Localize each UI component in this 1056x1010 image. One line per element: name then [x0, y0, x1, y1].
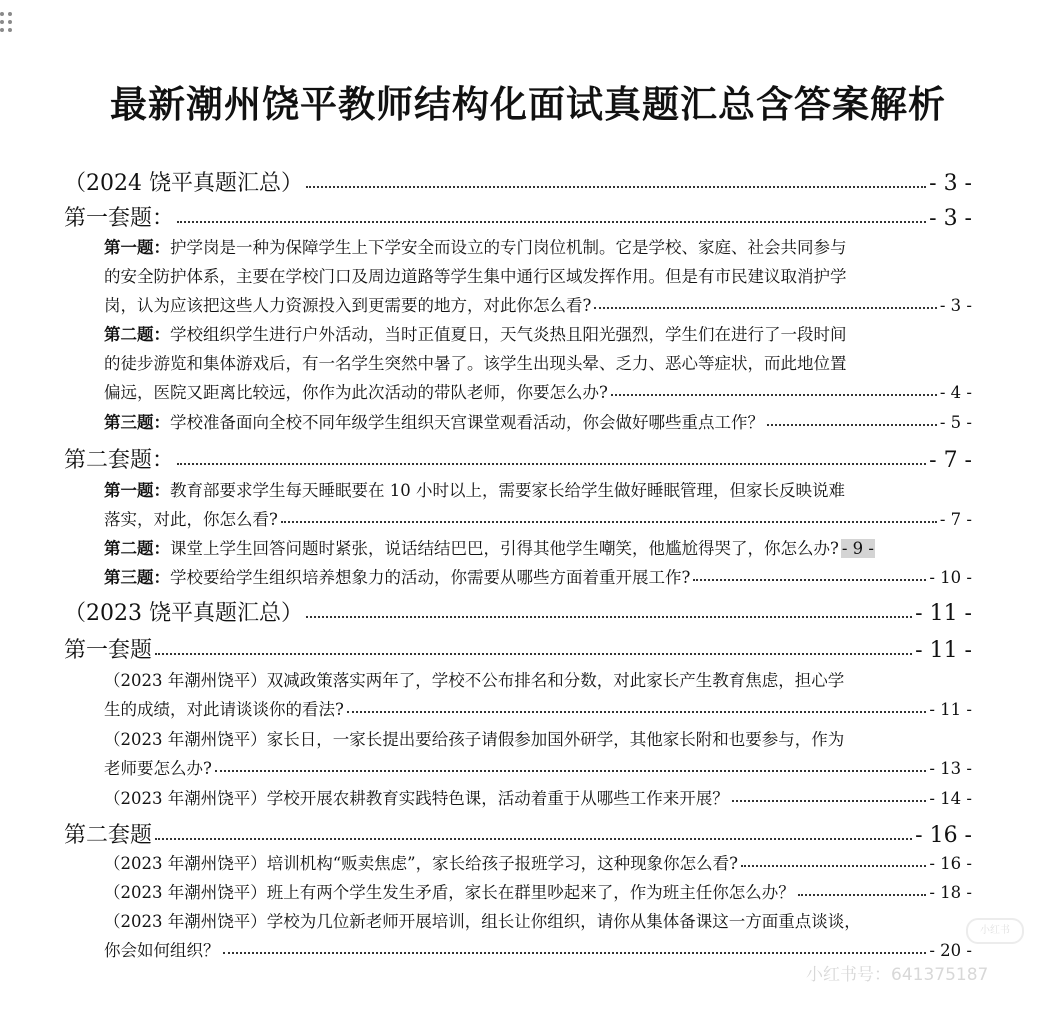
toc-entry-2023-set2-q3[interactable]: （2023 年潮州饶平）学校为几位新老师开展培训，组长让你组织，请你从集体备课这一方面重点谈谈，: [104, 912, 861, 931]
watermark-text: 小红书号：641375187: [806, 965, 989, 985]
document-title: 最新潮州饶平教师结构化面试真题汇总含答案解析: [110, 82, 946, 126]
question-label: 第三题：: [104, 413, 170, 432]
dot-leader: [306, 166, 926, 188]
toc-page-number: - 3 -: [939, 296, 972, 315]
toc-entry-text: 岗，认为应该把这些人力资源投入到更需要的地方，对此你怎么看?: [104, 296, 592, 315]
question-label: 第一题：: [104, 481, 170, 500]
toc-page-number: - 3 -: [929, 206, 972, 231]
dot-leader: [798, 879, 927, 896]
toc-entry-text: 生的成绩，对此请谈谈你的看法?: [104, 700, 344, 719]
toc-page-number: - 16 -: [929, 854, 972, 873]
toc-entry-text: 的徒步游览和集体游戏后，有一名学生突然中暑了。该学生出现头晕、乏力、恶心等症状，而此地位置: [104, 354, 847, 373]
toc-entry-2023-set1-q1-end[interactable]: [104, 696, 972, 720]
toc-entry-2023-set2-q2[interactable]: [104, 879, 972, 903]
toc-page-number: - 4 -: [939, 383, 972, 402]
toc-entry-text: （2023 饶平真题汇总）: [64, 601, 303, 626]
toc-page-number: - 3 -: [929, 171, 972, 196]
toc-page-number: - 20 -: [929, 941, 972, 960]
toc-entry-2024-set2[interactable]: [64, 443, 972, 474]
toc-page-number: - 11 -: [915, 638, 972, 663]
dot-leader: [741, 850, 926, 867]
toc-entry-2024-set1-q2-end[interactable]: [104, 379, 972, 403]
dot-leader: [155, 818, 912, 840]
dot-leader: [155, 633, 912, 655]
toc-entry-2023-set1-q3[interactable]: [104, 785, 972, 809]
toc-entry-text: 偏远，医院又距离比较远，你作为此次活动的带队老师，你要怎么办?: [104, 383, 608, 402]
dot-leader: [594, 292, 937, 309]
dot-leader: [347, 696, 927, 713]
toc-entry-text: （2024 饶平真题汇总）: [64, 171, 303, 196]
dot-leader: [611, 379, 937, 396]
toc-entry-2023-set1-q1[interactable]: （2023 年潮州饶平）双减政策落实两年了，学校不公布排名和分数，对此家长产生教育焦虑，担心学: [104, 671, 845, 690]
dot-leader: [215, 755, 927, 772]
toc-entry-text: 课堂上学生回答问题时紧张，说话结结巴巴，引得其他学生嘲笑，他尴尬得哭了，你怎么办?: [170, 539, 839, 558]
toc-entry-2023-set2[interactable]: [64, 818, 972, 849]
dot-leader: [223, 937, 927, 954]
toc-entry-text: 护学岗是一种为保障学生上下学安全而设立的专门岗位机制。它是学校、家庭、社会共同参与: [170, 238, 847, 257]
toc-page-number: - 18 -: [929, 883, 972, 902]
drag-handle-icon[interactable]: [0, 12, 14, 36]
toc-page-number: - 7 -: [929, 448, 972, 473]
question-label: 第二题：: [104, 539, 170, 558]
toc-entry-text: 学校组织学生进行户外活动，当时正值夏日，天气炎热且阳光强烈，学生们在进行了一段时间: [170, 325, 847, 344]
toc-entry-text: 教育部要求学生每天睡眠要在 10 小时以上，需要家长给学生做好睡眠管理，但家长反映说难: [170, 481, 845, 500]
toc-entry-text: 学校要给学生组织培养想象力的活动，你需要从哪些方面着重开展工作?: [170, 568, 691, 587]
watermark-logo: 小红书: [966, 918, 1024, 944]
toc-page-number: - 16 -: [915, 823, 972, 848]
toc-entry-text: （2023 年潮州饶平）班上有两个学生发生矛盾，家长在群里吵起来了，作为班主任你怎么办？: [104, 883, 795, 902]
toc-entry-2024-set1-q1-end[interactable]: [104, 292, 972, 316]
toc-entry-text: 落实，对此，你怎么看?: [104, 510, 278, 529]
question-label: 第三题：: [104, 568, 170, 587]
toc-entry-2023-set2-q3-end[interactable]: [104, 937, 972, 961]
toc-entry-text: （2023 年潮州饶平）培训机构“贩卖焦虑”，家长给孩子报班学习，这种现象你怎么看?: [104, 854, 738, 873]
dot-leader: [306, 596, 912, 618]
toc-entry-2024-set1[interactable]: [64, 201, 972, 232]
toc-entry-text: 学校准备面向全校不同年级学生组织天宫课堂观看活动，你会做好哪些重点工作？: [170, 413, 764, 432]
toc-entry-2023-section[interactable]: [64, 596, 972, 627]
toc-entry-2023-set2-q1[interactable]: [104, 850, 972, 874]
dot-leader: [177, 443, 926, 465]
dot-leader: [693, 564, 926, 581]
toc-entry-text: 老师要怎么办?: [104, 759, 212, 778]
toc-page-number: - 9 -: [841, 539, 874, 558]
toc-page-number: - 7 -: [939, 510, 972, 529]
toc-entry-2023-set1[interactable]: [64, 633, 972, 664]
question-label: 第一题：: [104, 238, 170, 257]
toc-page-number: - 11 -: [929, 700, 972, 719]
toc-page-number: - 14 -: [929, 789, 972, 808]
toc-page-number: - 5 -: [939, 413, 972, 432]
toc-entry-text: 你会如何组织？: [104, 941, 220, 960]
toc-entry-2024-set2-q1[interactable]: [104, 477, 845, 501]
toc-entry-2024-set1-q1[interactable]: [104, 234, 847, 258]
toc-entry-text: （2023 年潮州饶平）学校开展农耕教育实践特色课，活动着重于从哪些工作来开展？: [104, 789, 729, 808]
toc-entry-2024-set2-q3[interactable]: [104, 564, 972, 588]
toc-entry-text: 第二套题: [64, 823, 153, 848]
dot-leader: [767, 409, 937, 426]
dot-leader: [177, 201, 926, 223]
toc-page-number: - 11 -: [915, 601, 972, 626]
dot-leader: [732, 785, 927, 802]
toc-page-number: - 13 -: [929, 759, 972, 778]
toc-entry-text: 第二套题：: [64, 448, 175, 473]
dot-leader: [281, 506, 937, 523]
toc-entry-text: 第一套题: [64, 638, 153, 663]
toc-entry-2024-set1-q3[interactable]: [104, 409, 972, 433]
question-label: 第二题：: [104, 325, 170, 344]
toc-page-number: - 10 -: [929, 568, 972, 587]
toc-entry-text: 的安全防护体系，主要在学校门口及周边道路等学生集中通行区域发挥作用。但是有市民建议取消护学: [104, 267, 847, 286]
toc-entry-text: 第一套题：: [64, 206, 175, 231]
toc-entry-2024-set2-q1-end[interactable]: [104, 506, 972, 530]
toc-entry-2023-set1-q2[interactable]: （2023 年潮州饶平）家长日，一家长提出要给孩子请假参加国外研学，其他家长附和也要参与，作为: [104, 730, 845, 749]
toc-entry-2024-set2-q2[interactable]: [104, 535, 1006, 559]
toc-entry-2024-set1-q2[interactable]: [104, 321, 847, 345]
toc-entry-2024-section[interactable]: [64, 166, 972, 197]
toc-entry-2023-set1-q2-end[interactable]: [104, 755, 972, 779]
